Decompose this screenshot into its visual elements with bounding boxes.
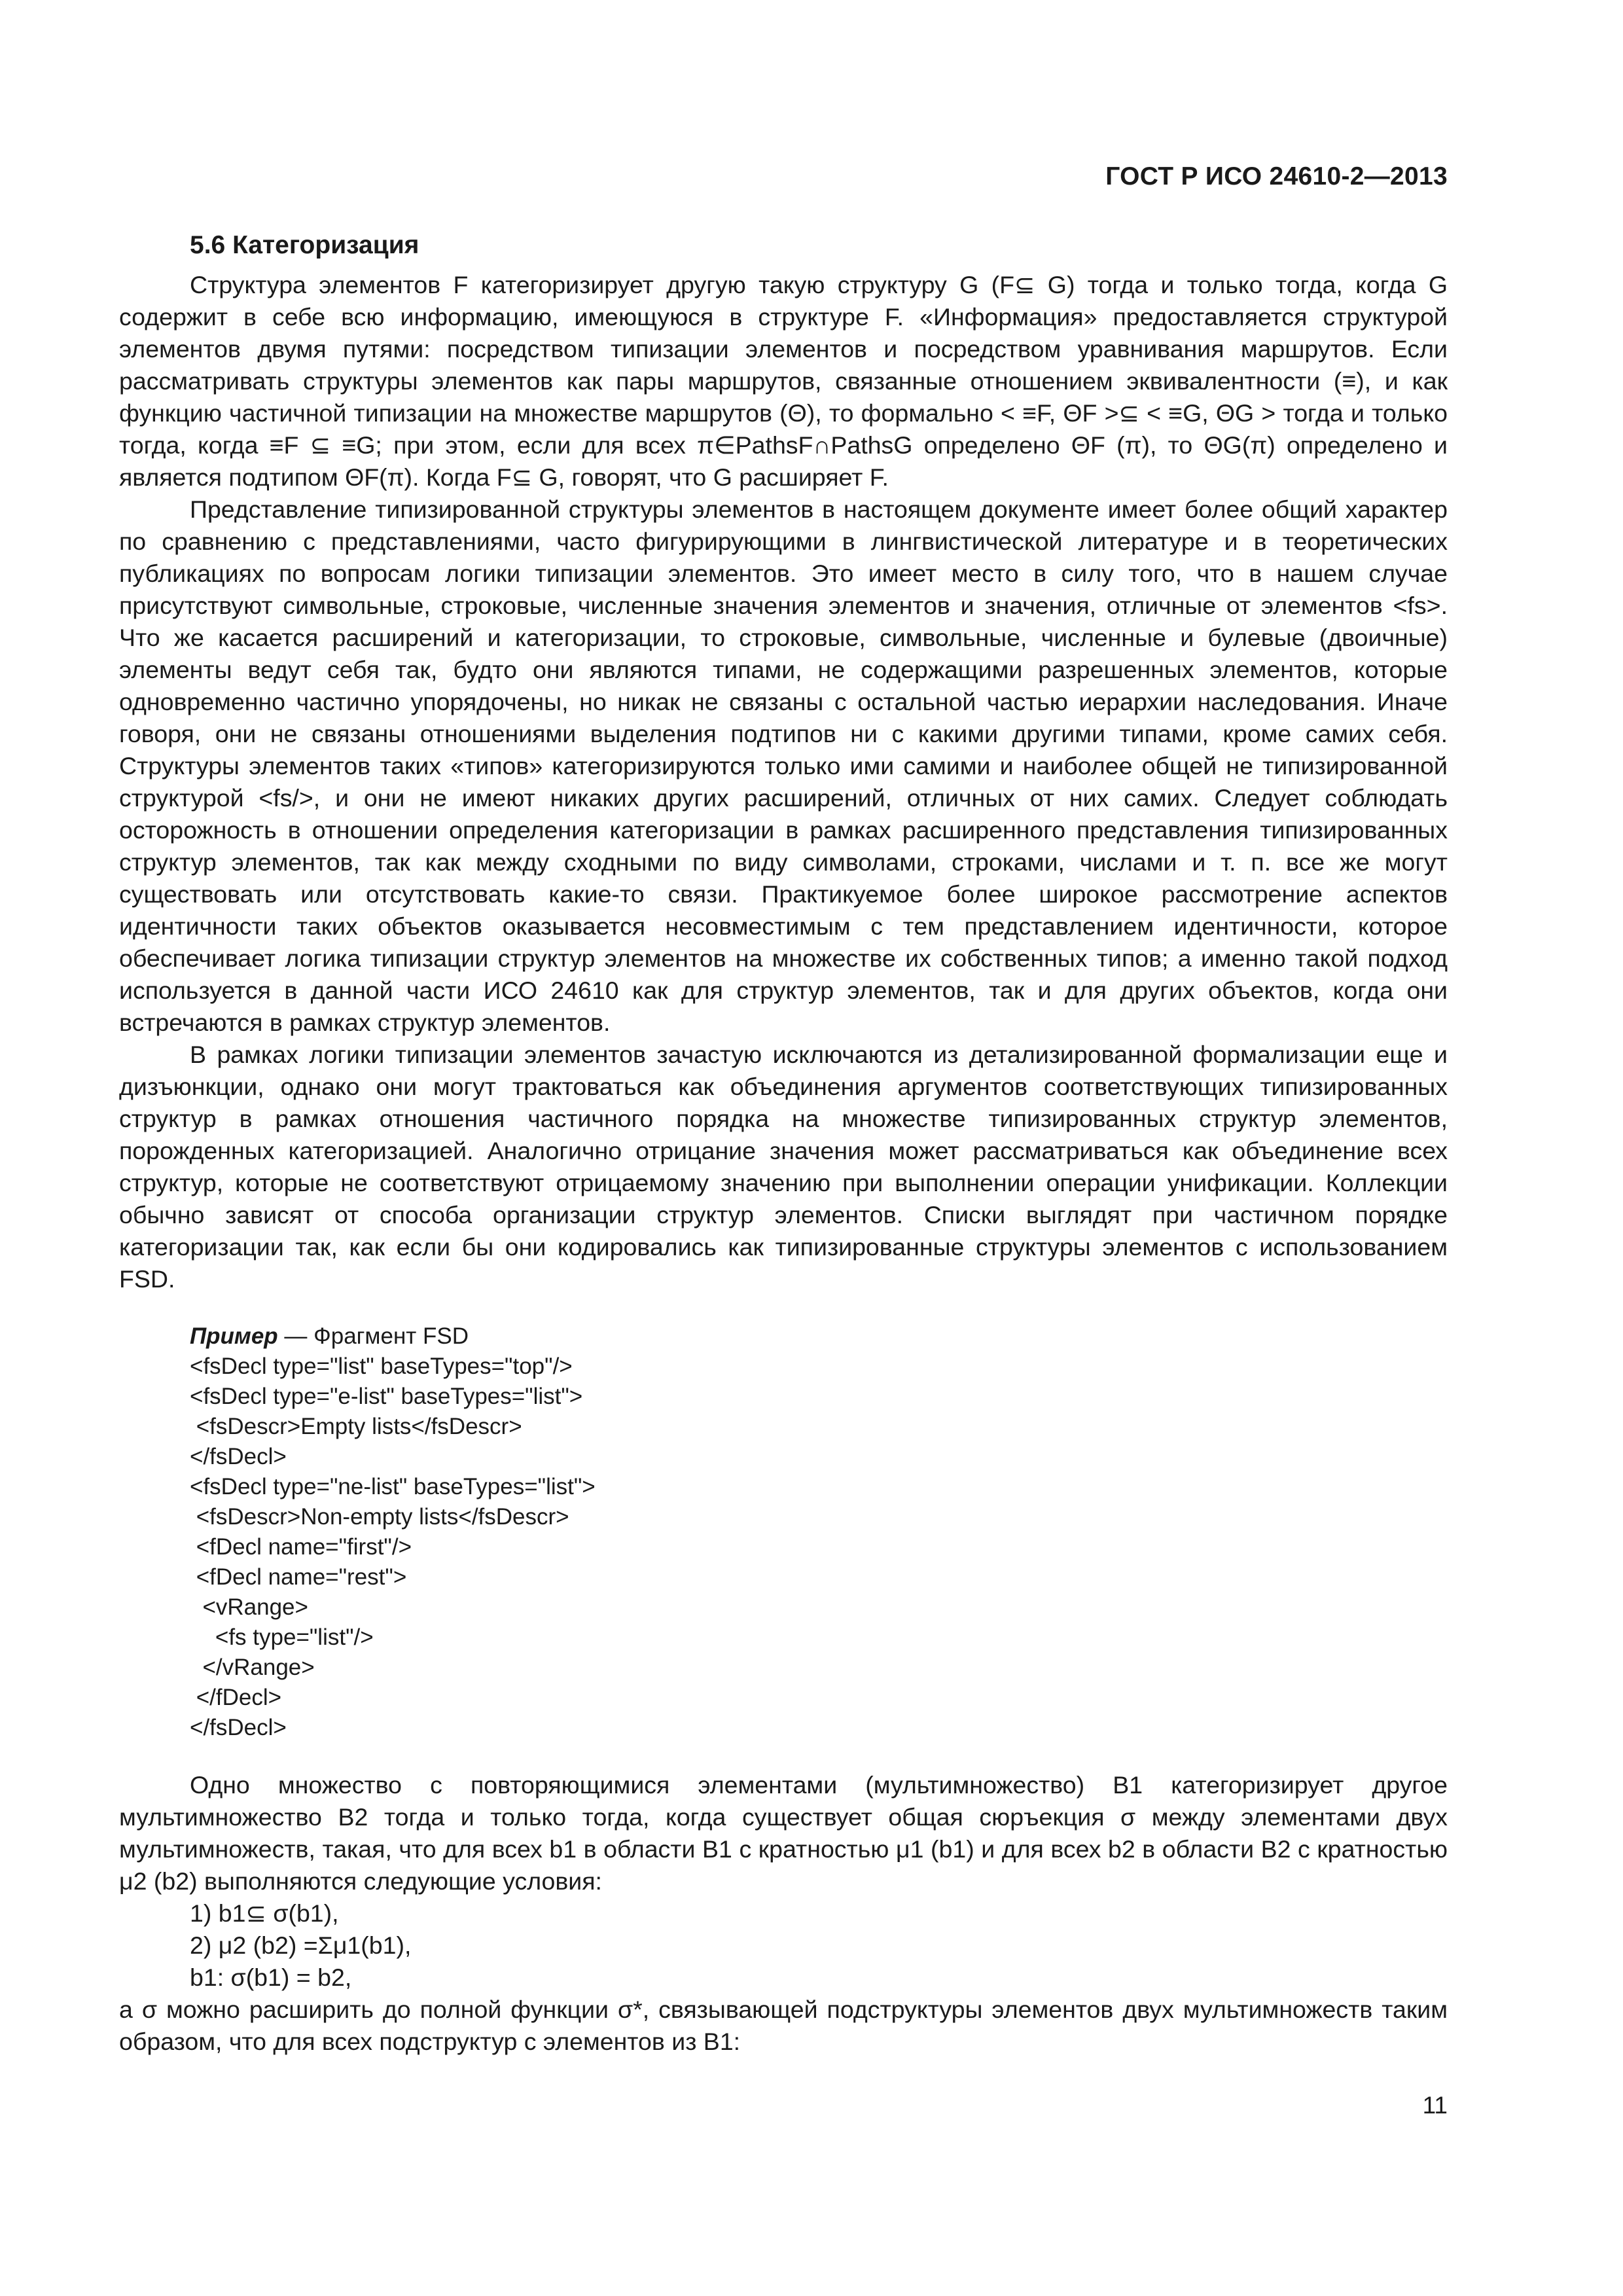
condition-item: 1) b1⊆ σ(b1), bbox=[190, 1899, 339, 1927]
condition-item: b1: σ(b1) = b2, bbox=[190, 1964, 352, 1991]
example-dash: — bbox=[277, 1323, 314, 1349]
example-label: Пример bbox=[190, 1323, 278, 1349]
fsd-example bbox=[190, 1321, 1448, 1743]
example-caption bbox=[190, 1321, 1448, 1352]
example-caption-text: Фрагмент FSD bbox=[313, 1323, 469, 1349]
conditions-list bbox=[190, 1897, 1448, 1994]
code-line: </fsDecl> bbox=[190, 1715, 287, 1740]
condition-item: 2) μ2 (b2) =Σμ1(b1), bbox=[190, 1931, 412, 1959]
code-line: <fsDescr>Empty lists</fsDescr> bbox=[190, 1414, 522, 1439]
code-line: <fDecl name="rest"> bbox=[190, 1564, 407, 1590]
paragraph-1: Структура элементов F категоризирует другую такую структуру G (F⊆ G) тогда и только тогда, когда G содержит в себе всю информацию, имеющуюся в структуре F. «Информация» предоставляется структурой элементов двумя путями: посредством типизации элементов и посредством уравнивания маршрутов. Если рассматривать структуры элементов как пары маршрутов, связанные отношением эквивалентности (≡), и как функцию частичной типизации на множестве маршрутов (Θ), то формально < ≡F, ΘF >⊆ < ≡G, ΘG > тогда и только тогда, когда ≡F ⊆ ≡G; при этом, если для всех π∈PathsF∩PathsG определено ΘF (π), то ΘG(π) определено и является подтипом ΘF(π). Когда F⊆ G, говорят, что G расширяет F. bbox=[119, 271, 1448, 491]
code-line: </fDecl> bbox=[190, 1685, 282, 1710]
page-body bbox=[119, 229, 1448, 2058]
section-number: 5.6 bbox=[190, 231, 226, 259]
code-line: <fsDescr>Non-empty lists</fsDescr> bbox=[190, 1504, 569, 1530]
code-line: <fDecl name="first"/> bbox=[190, 1534, 412, 1560]
section-title: Категоризация bbox=[232, 231, 419, 259]
code-line: </vRange> bbox=[190, 1655, 315, 1680]
code-line: <fsDecl type="ne-list" baseTypes="list"> bbox=[190, 1474, 596, 1499]
section-heading bbox=[190, 229, 1448, 261]
page-number: 11 bbox=[1422, 2092, 1448, 2119]
paragraph-final: а σ можно расширить до полной функции σ*, связывающей подструктуры элементов двух мультимножеств таким образом, что для всех подструктур c элементов из B1: bbox=[119, 1996, 1448, 2055]
code-line: <fs type="list"/> bbox=[190, 1624, 374, 1650]
code-line: <fsDecl type="e-list" baseTypes="list"> bbox=[190, 1384, 583, 1409]
code-line: <vRange> bbox=[190, 1594, 308, 1620]
paragraph-2: Представление типизированной структуры элементов в настоящем документе имеет более общий характер по сравнению с представлениями, часто фигурирующими в лингвистической литературе и в теоретических публикациях по вопросам логики типизации элементов. Это имеет место в силу того, что в нашем случае присутствуют символьные, строковые, численные значения элементов и значения, отличные от элементов <fs>. Что же касается расширений и категоризации, то строковые, символьные, численные и булевые (двоичные) элементы ведут себя так, будто они являются типами, не содержащими разрешенных элементов, которые одновременно частично упорядочены, но никак не связаны с остальной частью иерархии наследования. Иначе говоря, они не связаны отношениями выделения подтипов ни с какими другими типами, кроме самих себя. Структуры элементов таких «типов» категоризируются только ими самими и наиболее общей не типизированной структурой <fs/>, и они не имеют никаких других расширений, отличных от них самих. Следует соблюдать осторожность в отношении определения категоризации в рамках расширенного представления типизированных структур элементов, так как между сходными по виду символами, строками, числами и т. п. все же могут существовать или отсутствовать какие-то связи. Практикуемое более широкое рассмотрение аспектов идентичности таких объектов оказывается несовместимым с тем представлением идентичности, которое обеспечивает логика типизации структур элементов на множестве их собственных типов; а именно такой подход используется в данной части ИСО 24610 как для структур элементов, так и для других объектов, когда они встречаются в рамках структур элементов. bbox=[119, 495, 1448, 1036]
paragraph-3: В рамках логики типизации элементов зачастую исключаются из детализированной формализации еще и дизъюнкции, однако они могут трактоваться как объединения аргументов соответствующих типизированных структур в рамках отношения частичного порядка на множестве типизированных структур элементов, порожденных категоризацией. Аналогично отрицание значения может рассматриваться как объединение всех структур, которые не соответствуют отрицаемому значению при выполнении операции унификации. Коллекции обычно зависят от способа организации структур элементов. Списки выглядят при частичном порядке категоризации так, как если бы они кодировались как типизированные структуры элементов с использованием FSD. bbox=[119, 1041, 1448, 1293]
code-line: </fsDecl> bbox=[190, 1444, 287, 1469]
code-line: <fsDecl type="list" baseTypes="top"/> bbox=[190, 1354, 573, 1379]
paragraph-multiset: Одно множество с повторяющимися элементами (мультимножество) B1 категоризирует другое мультимножество B2 тогда и только тогда, когда существует общая сюръекция σ между элементами двух мультимножеств, такая, что для всех b1 в области B1 с кратностью μ1 (b1) и для всех b2 в области B2 с кратностью μ2 (b2) выполняются следующие условия: bbox=[119, 1771, 1448, 1895]
document-standard-code: ГОСТ Р ИСО 24610-2—2013 bbox=[1105, 162, 1448, 190]
